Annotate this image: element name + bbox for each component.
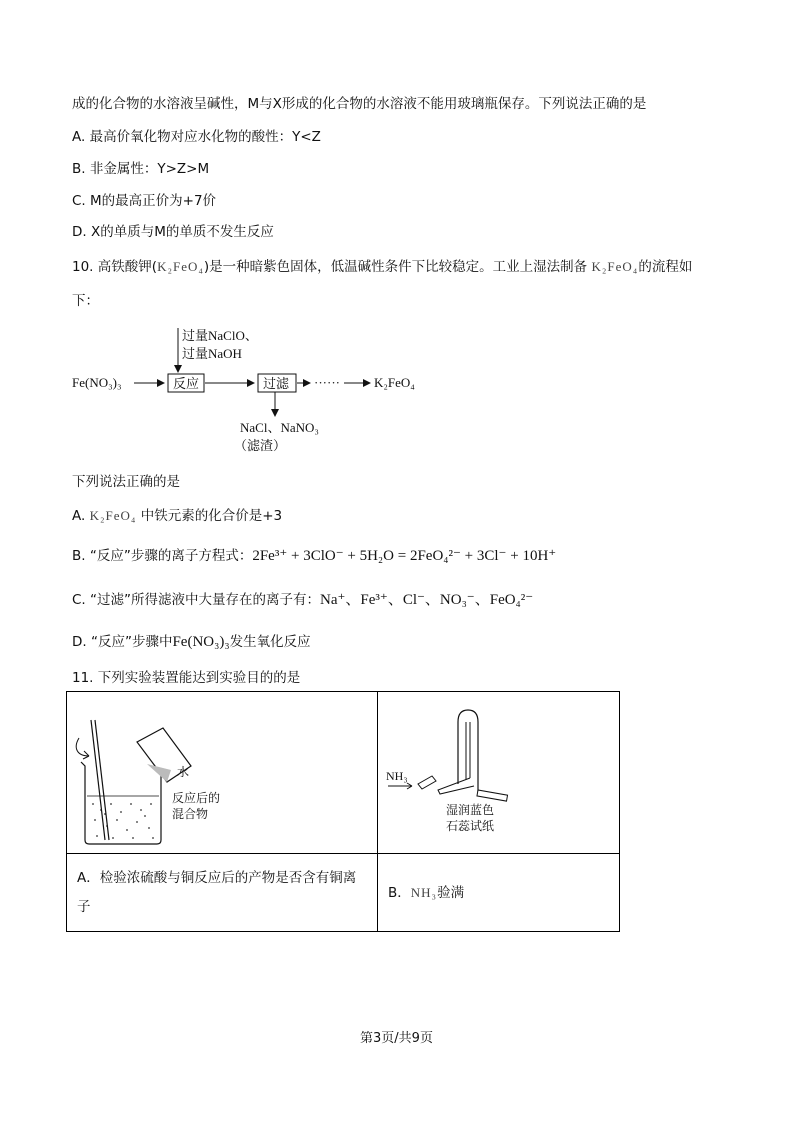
q10-stem-line1 [72, 257, 692, 277]
q10-stem-part-a: 高铁酸钾( [97, 259, 158, 275]
q11-apparatus-table [66, 691, 620, 932]
flow-reagent-2: 过量NaOH [182, 346, 242, 361]
q9-option-c: C. M的最高正价为+7价 [72, 193, 217, 209]
q9-option-a: A. 最高价氧化物对应水化物的酸性：Y<Z [72, 129, 321, 145]
q10-option-b-text: B. “反应”步骤的离子方程式： [72, 548, 253, 564]
q10-option-c-text: C. “过滤”所得滤液中大量存在的离子有： [72, 592, 320, 608]
flow-residue-2: （滤渣） [234, 438, 287, 453]
q10-prompt: 下列说法正确的是 [72, 474, 180, 490]
q10-option-d-text-2: 发生氧化反应 [229, 634, 311, 650]
q10-option-a-text: 中铁元素的化合价是+3 [140, 508, 283, 524]
q9-option-d: D. X的单质与M的单质不发生反应 [72, 224, 274, 240]
test-tube-icon [458, 710, 478, 792]
flow-step-filter: 过滤 [263, 376, 290, 391]
label-water: 水 [177, 765, 190, 779]
q11-option-a-caption [67, 854, 378, 932]
q10-option-c [72, 590, 533, 610]
litmus-paper-icon [418, 776, 436, 789]
q11-option-b-formula: NH₃ [410, 884, 438, 900]
glass-rod-icon [91, 720, 105, 840]
q9-option-b: B. 非金属性：Y>Z>M [72, 161, 210, 177]
q9-stem-tail: 成的化合物的水溶液呈碱性，M与X形成的化合物的水溶液不能用玻璃瓶保存。下列说法正确的是 [72, 96, 647, 112]
q10-stem-part-b: )是一种暗紫色固体，低温碱性条件下比较稳定。工业上湿法制备 [203, 259, 588, 275]
label-paper-2: 石蕊试纸 [446, 819, 495, 833]
flow-product: K₂FeO₄ [374, 375, 415, 390]
flow-reagent-1: 过量NaClO、 [182, 328, 258, 343]
flow-input: Fe(NO₃)₃ [72, 375, 122, 390]
q11-option-b-label: B． [388, 884, 411, 901]
q11-figure-b-cell [378, 692, 620, 854]
stir-rotation-arrow-icon [76, 738, 89, 756]
label-mixture-1: 反应后的 [172, 791, 221, 805]
q11-figure-a [67, 692, 377, 849]
label-mixture-2: 混合物 [172, 807, 209, 821]
q10-option-a [72, 506, 282, 526]
q10-option-b [72, 546, 556, 566]
q10-option-d [72, 632, 311, 652]
q10-flow-diagram [72, 326, 432, 456]
q11-option-a-text: A．检验浓硫酸与铜反应后的产物是否含有铜离子 [77, 869, 357, 915]
q10-option-c-ions: Na⁺、Fe³⁺、Cl⁻、NO₃⁻、FeO₄²⁻ [320, 592, 534, 608]
beaker-icon [81, 762, 161, 844]
flow-residue-1: NaCl、NaNO₃ [240, 420, 319, 435]
q10-formula-k2feo4-2: K₂FeO₄ [591, 259, 639, 274]
q10-option-d-text: D. “反应”步骤中 [72, 634, 173, 650]
q11-stem: 11. 下列实验装置能达到实验目的的是 [72, 670, 301, 686]
q11-option-b-caption [378, 854, 620, 932]
flow-step-reaction: 反应 [173, 376, 200, 391]
q10-stem-part-c: 的流程如 [638, 259, 693, 275]
q11-option-b-text: 验满 [437, 884, 465, 901]
q10-stem-line2: 下： [72, 293, 99, 309]
q11-figure-a-cell [67, 692, 378, 854]
page-footer: 第3页/共9页 [360, 1031, 433, 1046]
label-paper-1: 湿润蓝色 [446, 803, 495, 817]
q10-formula-k2feo4: K₂FeO₄ [157, 259, 204, 274]
q10-option-b-equation: 2Fe³⁺ + 3ClO⁻ + 5H₂O = 2FeO₄²⁻ + 3Cl⁻ + 10H⁺ [252, 548, 557, 564]
q10-option-a-formula: K₂FeO₄ [89, 508, 137, 523]
label-nh3: NH₃ [386, 769, 408, 783]
q11-figure-b [378, 692, 619, 849]
q10-option-a-label: A. [72, 508, 86, 524]
q10-option-d-formula: Fe(NO₃)₃ [172, 634, 230, 650]
flow-dots: ······ [314, 375, 340, 390]
q10-number: 10. [72, 259, 94, 275]
